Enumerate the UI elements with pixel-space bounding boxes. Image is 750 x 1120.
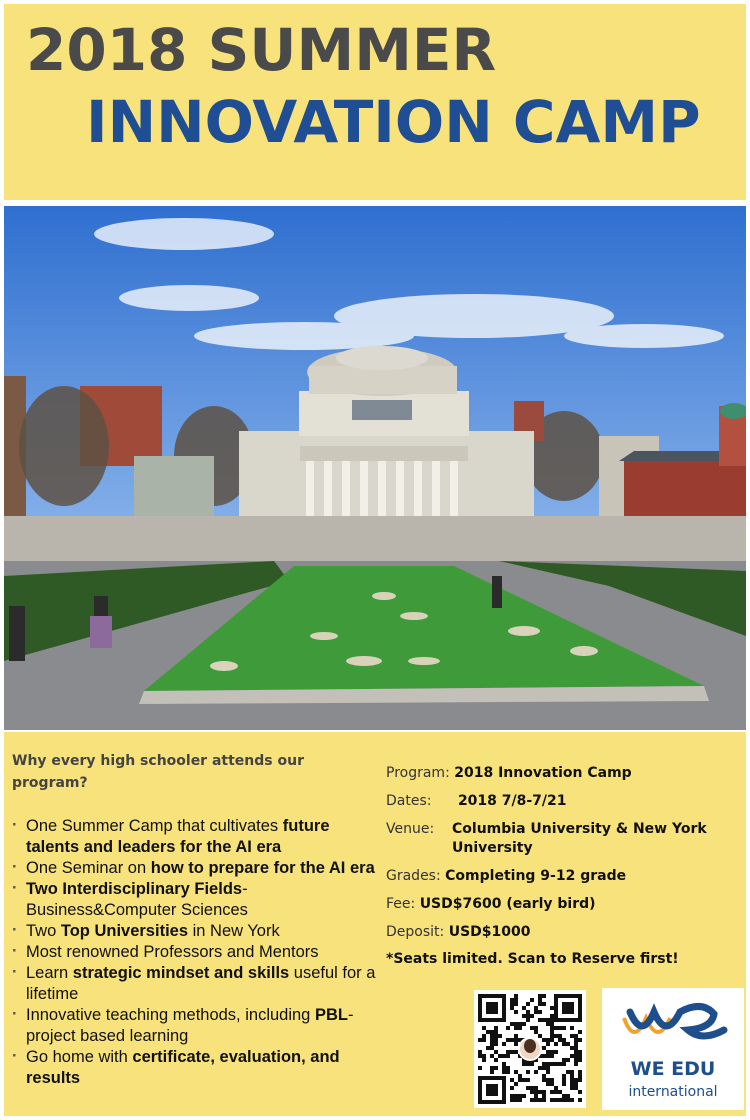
benefit-item — [12, 963, 382, 1005]
fee-row — [386, 895, 746, 914]
benefit-text: how to prepare for the AI era — [150, 859, 375, 877]
benefit-text: One Summer Camp that cultivates — [26, 817, 283, 835]
benefit-text: - Business&Computer Sciences — [26, 880, 248, 919]
why-heading: Why every high schooler attends our program? — [12, 753, 304, 791]
title-line-1: 2018 SUMMER — [26, 16, 497, 84]
benefit-text: strategic mindset and skills — [72, 964, 290, 982]
benefit-text: Learn — [26, 964, 73, 982]
program-details — [386, 764, 746, 967]
venue-label: Venue: — [386, 821, 435, 837]
benefit-text: Innovative teaching methods, including — [26, 1006, 315, 1024]
benefit-item — [12, 1047, 382, 1089]
fee-label: Fee: — [386, 896, 416, 912]
benefit-text: -project based learning — [26, 1006, 354, 1045]
we-edu-logo — [602, 988, 744, 1110]
benefit-text: PBL — [314, 1006, 348, 1024]
grades-row — [386, 867, 746, 886]
fee-value: USD$7600 (early bird) — [419, 896, 596, 912]
benefit-text: future talents and leaders for the AI era — [26, 817, 330, 856]
info-section — [4, 732, 746, 1116]
qr-code-icon — [474, 990, 586, 1108]
benefit-text: Two — [26, 922, 61, 940]
logo-sub: international — [628, 1084, 718, 1100]
deposit-value: USD$1000 — [448, 924, 531, 940]
benefit-item — [12, 858, 382, 879]
qr-code[interactable] — [474, 990, 586, 1108]
campus-photo — [4, 206, 746, 730]
benefit-item — [12, 1005, 382, 1047]
program-row — [386, 764, 746, 783]
dates-label: Dates: — [386, 793, 432, 809]
seats-note: *Seats limited. Scan to Reserve first! — [386, 951, 679, 967]
benefit-text: One Seminar on — [26, 859, 151, 877]
dates-row — [386, 792, 746, 811]
venue-row — [386, 820, 746, 858]
benefit-item — [12, 816, 382, 858]
benefit-text: Most renowned Professors and Mentors — [26, 943, 319, 961]
benefit-item — [12, 879, 382, 921]
benefit-text: certificate, evaluation, and results — [26, 1048, 340, 1087]
benefit-text: Top Universities — [60, 922, 189, 940]
deposit-row — [386, 923, 746, 942]
benefits-list — [12, 816, 382, 1089]
benefit-item — [12, 942, 382, 963]
we-edu-logo-icon — [602, 988, 744, 1058]
grades-value: Completing 9-12 grade — [445, 868, 627, 884]
grades-label: Grades: — [386, 868, 441, 884]
venue-value: Columbia University & New York University — [452, 821, 707, 856]
deposit-label: Deposit: — [386, 924, 445, 940]
benefit-text: in New York — [188, 922, 280, 940]
logo-name: WE EDU — [630, 1058, 716, 1080]
poster-header — [4, 4, 746, 200]
benefit-text: Go home with — [26, 1048, 133, 1066]
program-label: Program: — [386, 765, 450, 781]
title-line-2: INNOVATION CAMP — [86, 88, 701, 156]
benefit-item — [12, 921, 382, 942]
dates-value: 2018 7/8-7/21 — [457, 793, 567, 809]
benefit-text: useful for a lifetime — [26, 964, 376, 1003]
benefit-text: Two Interdisciplinary Fields — [26, 880, 243, 898]
program-value: 2018 Innovation Camp — [454, 765, 632, 781]
